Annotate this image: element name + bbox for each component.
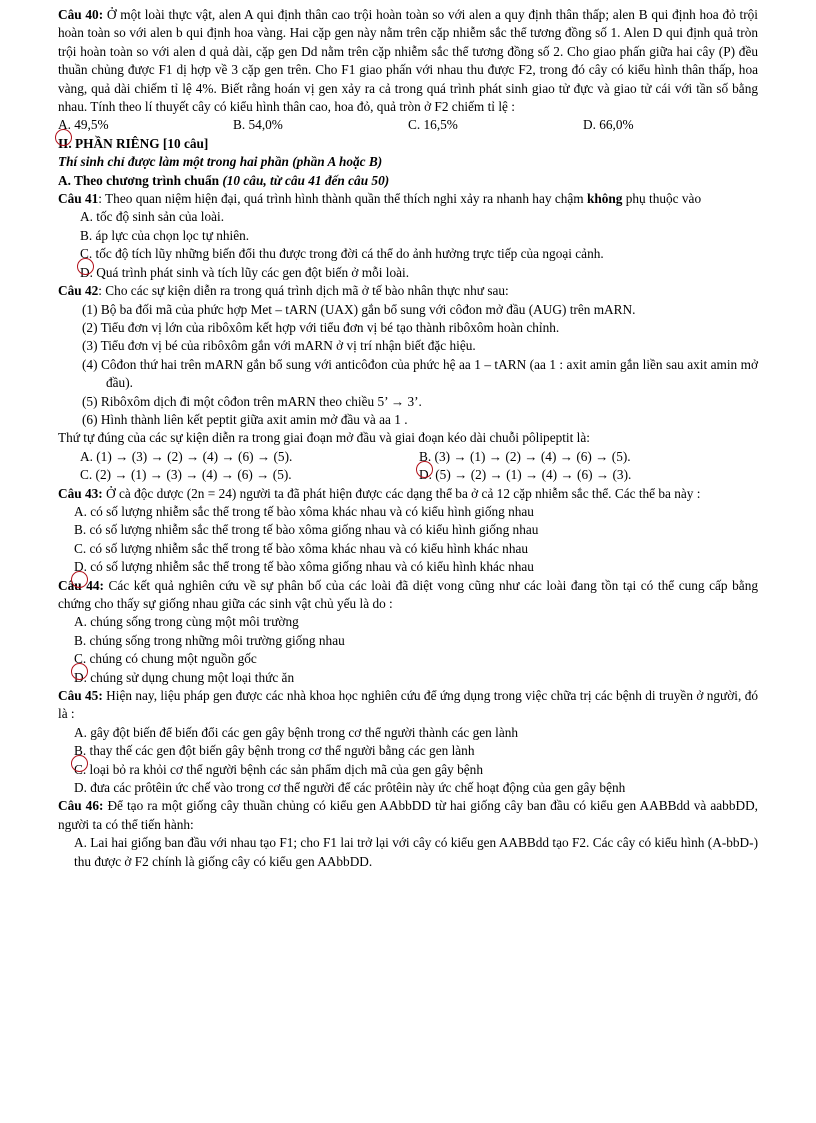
answer-option: D. chúng sử dụng chung một loại thức ăn [74, 669, 295, 685]
answer-option: B. 54,0% [233, 117, 283, 133]
event-item: (3) Tiểu đơn vị bé của ribôxôm gắn với mARN ở vị trí nhận biết đặc hiệu. [82, 338, 476, 354]
question-label: Câu 40: [58, 7, 104, 22]
question-40 [58, 6, 758, 116]
answer-option: A. (1) → (3) → (2) → (4) → (6) → (5). [80, 448, 293, 464]
question-42 [58, 282, 758, 300]
event-item: (2) Tiểu đơn vị lớn của ribôxôm kết hợp với tiểu đơn vị bé tạo thành ribôxôm hoàn chỉnh. [82, 319, 560, 335]
event-item: (5) Ribôxôm dịch đi một côđon trên mARN theo chiều 5’ → 3’. [82, 393, 422, 409]
answer-option-selected: B. thay thế các gen đột biến gây bệnh trong cơ thể người bằng các gen lành [74, 743, 475, 759]
answer-option: A. tốc độ sinh sản của loài. [80, 209, 225, 225]
question-label: Câu 44: [58, 577, 104, 593]
answer-option: A. chúng sống trong cùng một môi trường [74, 614, 299, 630]
answer-option: A. có số lượng nhiễm sắc thể trong tế bào xôma khác nhau và có kiểu hình giống nhau [74, 503, 534, 519]
answer-option: D. Quá trình phát sinh và tích lũy các gen đột biến ở mỗi loài. [80, 264, 410, 280]
event-item: (4) Côđon thứ hai trên mARN gắn bổ sung với anticôđon của phức hệ aa 1 – tARN (aa 1 : axit amin gắn liền sau axit amin mở đầu). [82, 356, 758, 391]
answer-option-selected: C. tốc độ tích lũy những biến đổi thu được trong đời cá thể do ảnh hưởng trực tiếp của ngoại cảnh. [80, 246, 604, 262]
answer-option: C. loại bỏ ra khỏi cơ thể người bệnh các sản phẩm dịch mã của gen gây bệnh [74, 761, 483, 777]
question-label: Câu 41 [58, 191, 99, 207]
answer-option: B. có số lượng nhiễm sắc thể trong tế bào xôma giống nhau và có kiểu hình giống nhau [74, 522, 539, 538]
answer-row [58, 466, 758, 484]
sub-a-title: A. Theo chương trình chuẩn [58, 172, 220, 188]
question-43 [58, 485, 758, 503]
answer-row [58, 448, 758, 466]
answer-option: C. có số lượng nhiễm sắc thể trong tế bào xôma khác nhau và có kiểu hình khác nhau [74, 540, 529, 556]
answer-option: A. 49,5% [58, 117, 109, 133]
exam-page [58, 6, 758, 871]
event-item: (1) Bộ ba đối mã của phức hợp Met – tARN (UAX) gắn bổ sung với côđon mở đầu (AUG) trên mARN. [82, 301, 636, 317]
answer-option: C. 16,5% [408, 117, 458, 133]
section-title: II. PHẦN RIÊNG [10 câu] [58, 135, 209, 151]
answer-option: D. đưa các prôtêin ức chế vào trong cơ thể người để các prôtêin này ức chế hoạt động của gen gây bệnh [74, 780, 626, 796]
question-label: Câu 46: [58, 798, 104, 814]
answer-option: B. áp lực của chọn lọc tự nhiên. [80, 227, 250, 243]
question-text: Hiện nay, liệu pháp gen được các nhà khoa học nghiên cứu để ứng dụng trong việc chữa trị các bệnh di truyền ở người, đó là : [58, 688, 758, 722]
question-text: Các kết quả nghiên cứu về sự phân bố của các loài đã diệt vong cũng như các loài đang tồn tại có thể cung cấp bằng chứng cho thấy sự giống nhau giữa các sinh vật chủ yếu là do : [58, 577, 759, 611]
sub-a-note: (10 câu, từ câu 41 đến câu 50) [222, 172, 390, 188]
question-44 [58, 577, 758, 614]
question-41 [58, 190, 758, 208]
answer-option: B. chúng sống trong những môi trường giống nhau [74, 632, 345, 648]
answer-option: A. gây đột biến để biến đổi các gen gây bệnh trong cơ thể người thành các gen lành [74, 724, 519, 740]
event-item: (6) Hình thành liên kết peptit giữa axit amin mở đầu và aa 1 . [82, 411, 408, 427]
question-text-bold: không [586, 191, 623, 207]
question-text: : Cho các sự kiện diễn ra trong quá trình dịch mã ở tế bào nhân thực như sau: [98, 283, 509, 299]
question-label: Câu 43: [58, 485, 103, 501]
answer-option: C. (2) → (1) → (3) → (4) → (6) → (5). [80, 467, 292, 483]
answer-option: A. Lai hai giống ban đầu với nhau tạo F1; cho F1 lai trở lại với cây có kiểu gen AABBdd tạo F2. Các cây có kiểu hình (A-bbD-) thu được ở F2 chính là giống cây có kiểu gen AAbbDD. [74, 835, 758, 869]
question-prompt: Thứ tự đúng của các sự kiện diễn ra trong giai đoạn mở đầu và giai đoạn kéo dài chuỗi pôlipeptit là: [58, 430, 590, 446]
question-text: Ở cà độc dược (2n = 24) người ta đã phát hiện được các dạng thể ba ở cả 12 cặp nhiễm sắc thể. Các thể ba này : [106, 485, 701, 501]
answer-option: D. 66,0% [583, 117, 634, 133]
question-text: phụ thuộc vào [622, 191, 702, 207]
answer-option-selected: C. chúng có chung một nguồn gốc [74, 651, 257, 667]
question-46 [58, 797, 758, 834]
question-45 [58, 687, 758, 724]
question-label: Câu 42 [58, 283, 99, 299]
question-label: Câu 45: [58, 688, 103, 704]
question-text: : Theo quan niệm hiện đại, quá trình hình thành quần thể thích nghi xảy ra nhanh hay chậm [98, 191, 584, 207]
answer-option: B. (3) → (1) → (2) → (4) → (6) → (5). [419, 448, 631, 464]
answer-row [58, 116, 758, 134]
question-text: Để tạo ra một giống cây thuần chủng có kiểu gen AAbbDD từ hai giống cây ban đầu có kiểu gen AABBdd và aabbDD, người ta có thể tiến hành: [58, 798, 758, 832]
answer-option: D. (5) → (2) → (1) → (4) → (6) → (3). [419, 467, 632, 483]
question-text: Ở một loài thực vật, alen A qui định thân cao trội hoàn toàn so với alen a quy định thân thấp; alen B qui định hoa đỏ trội hoàn toàn so với alen b qui định hoa vàng. Hai cặp gen này nằm trên cặp nhiễm sắc thể tương đồng số 1. Alen D qui định quả tròn trội hoàn toàn so với alen d quả dài, cặp gen Dd nằm trên cặp nhiễm sắc thể tương đồng số 2. Cho giao phấn giữa hai cây (P) đều thuần chủng được F1 dị hợp về 3 cặp gen trên. Cho F1 giao phấn với nhau thu được F2, trong đó cây có kiểu hình thân thấp, hoa vàng, quả dài chiếm tỉ lệ 4%. Biết rằng hoán vị gen xảy ra cả trong quá trình phát sinh giao tử đực và giao tử cái với tần số bằng nhau. Tính theo lí thuyết cây có kiểu hình thân cao, hoa đỏ, quả tròn ở F2 chiếm tỉ lệ : [58, 7, 758, 115]
section-note: Thí sinh chỉ được làm một trong hai phần (phần A hoặc B) [58, 154, 383, 170]
answer-option-selected: D. có số lượng nhiễm sắc thể trong tế bào xôma giống nhau và có kiểu hình khác nhau [74, 559, 534, 575]
section-sub-a [58, 172, 758, 190]
